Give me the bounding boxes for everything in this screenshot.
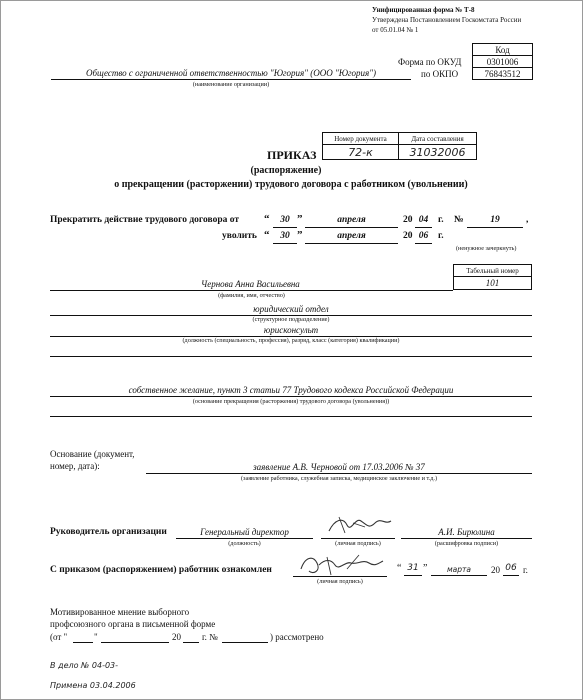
okud-label: Форма по ОКУД [398,57,462,67]
dismiss-month: апреля [337,231,366,241]
employee-name-caption: (фамилия, имя, отчество) [218,292,285,299]
employee-name: Чернова Анна Васильевна [201,279,300,289]
dismiss-quote-close: ” [297,229,303,241]
organization-name: Общество с ограниченной ответственностью "Югория" (ООО "Югория") [85,68,376,78]
acquainted-month: марта [447,565,471,574]
terminate-number-mark: № [454,215,464,225]
acquainted-day-underline [404,575,422,576]
okpo-label: по ОКПО [421,69,459,79]
terminate-month-underline [305,227,398,228]
head-label: Руководитель организации [50,527,167,537]
acquainted-quote-open: “ [397,563,402,574]
order-subject: о прекращении (расторжении) трудового договора с работником (увольнении) [114,179,468,190]
grounds-extra-line [50,416,532,417]
head-position-caption: (должность) [228,540,261,547]
okpo-value: 76843512 [472,67,533,80]
head-position-underline [176,538,313,539]
terminate-quote-close: ” [297,213,303,225]
acquainted-day: 31 [407,563,419,573]
position-extra-line [50,356,532,357]
acquainted-year-suffix: 06 [505,563,517,573]
terminate-day: 30 [280,215,290,225]
dismiss-label: уволить [222,231,257,241]
terminate-number: 19 [490,215,500,225]
head-signature-underline [321,538,395,539]
termination-grounds: собственное желание, пункт 3 статьи 77 Трудового кодекса Российской Федерации [128,385,454,395]
head-signature [325,511,395,539]
acquainted-quote-close: ” [423,563,428,574]
union-line-3a: (от " [50,632,68,642]
grounds-caption: (основание прекращения (расторжения) трудового договора (увольнения)) [192,398,390,405]
acquainted-year-prefix: 20 [491,565,500,575]
acquainted-year-mark: г. [523,565,528,575]
basis-caption: (заявление работника, служебная записка, медицинское заключение и т.д.) [240,475,438,482]
approved-line-2: от 05.01.04 № 1 [372,26,419,34]
order-subtitle: (распоряжение) [250,165,322,176]
dismiss-day: 30 [280,231,290,241]
tab-number-value: 101 [453,276,532,290]
tab-number-header: Табельный номер [453,264,532,277]
terminate-year-mark: г. [438,215,444,225]
union-line-2: профсоюзного органа в письменной форме [50,619,216,629]
terminate-day-underline [273,227,297,228]
acquainted-year-underline [503,575,519,576]
terminate-number-underline [467,227,523,228]
employee-signature-underline [293,576,387,577]
union-number-mark: г. № [202,632,218,642]
dismiss-year-prefix: 20 [403,231,413,241]
terminate-quote-open: “ [264,213,270,225]
employee-signature-caption: (личная подпись) [317,578,363,585]
head-name-caption: (расшифровка подписи) [434,540,499,547]
dismiss-month-underline [305,243,398,244]
basis-label-1: Основание (документ, [50,449,135,459]
terminate-year-suffix: 04 [418,215,429,225]
order-title: ПРИКАЗ [267,148,317,162]
doc-number-value: 72-к [322,144,399,160]
grounds-underline [50,396,532,397]
union-line-1: Мотивированное мнение выборного [50,607,190,617]
organization-underline [51,79,411,80]
head-position: Генеральный директор [200,527,289,537]
union-year-underline [183,642,199,643]
terminate-comma: , [526,215,529,225]
union-month-underline [101,642,169,643]
dismiss-day-underline [273,243,297,244]
okud-value: 0301006 [472,55,533,68]
terminate-month: апреля [337,215,366,225]
code-header: Код [472,43,533,56]
head-signature-caption: (личная подпись) [335,540,381,547]
terminate-label: Прекратить действие трудового договора от [50,215,240,225]
acquainted-month-underline [431,575,487,576]
employee-position: юрисконсульт [263,325,319,335]
file-note-1: В дело № 04-03- [50,661,119,670]
dismiss-year-underline [415,243,432,244]
union-year-prefix: 20 [172,632,181,642]
doc-date-header: Дата составления [398,132,477,145]
basis-text: заявление А.В. Черновой от 17.03.2006 № 37 [253,462,425,472]
union-line-3e: ) рассмотрено [270,632,324,642]
organization-caption: (наименование организации) [192,81,270,88]
basis-label-2: номер, дата): [50,461,100,471]
terminate-year-underline [415,227,432,228]
terminate-year-prefix: 20 [403,215,413,225]
dismiss-year-suffix: 06 [418,231,429,241]
union-day-underline [73,642,93,643]
acquainted-label: С приказом (распоряжением) работник ознакомлен [50,565,272,575]
doc-date-value: 31032006 [398,144,477,160]
employee-department: юридический отдел [253,304,329,314]
form-note: Унифицированная форма № Т-8 [372,6,475,14]
approved-line-1: Утверждена Постановлением Госкомстата России [372,16,522,24]
department-caption: (структурное подразделение) [252,316,330,323]
basis-underline [146,473,532,474]
head-name: А.И. Бирюлина [438,527,495,537]
union-number-underline [222,642,268,643]
position-caption: (должность (специальность, профессия), разряд, класс (категория) квалификации) [182,337,400,344]
file-note-2: Примена 03.04.2006 [50,681,136,690]
dismiss-quote-open: “ [264,229,270,241]
employee-name-underline [50,290,453,291]
cross-out-note: (ненужное зачеркнуть) [456,245,517,252]
head-name-underline [401,538,532,539]
doc-number-header: Номер документа [322,132,399,145]
union-line-3b: " [94,632,98,642]
dismiss-year-mark: г. [438,231,444,241]
